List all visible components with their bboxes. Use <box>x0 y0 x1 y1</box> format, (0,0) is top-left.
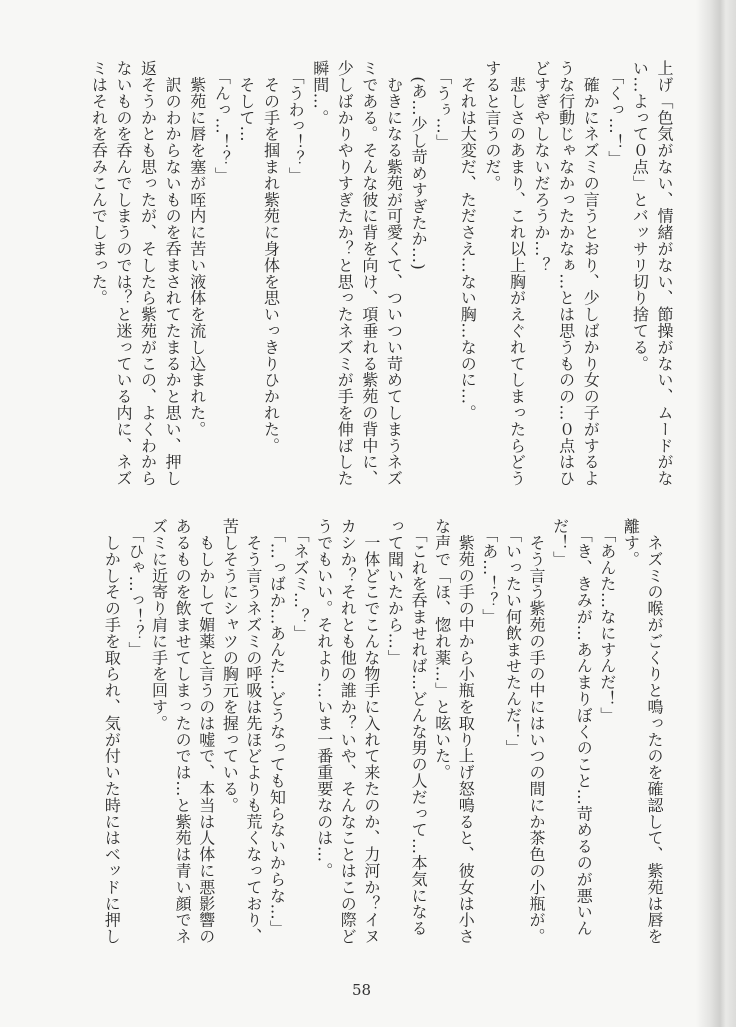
text-column: ミはそれを呑みこんでしまった。 <box>89 60 109 306</box>
text-column: ズミに近寄り肩に手を回す。 <box>149 518 169 732</box>
text-column: 「ひゃ…っ！？」 <box>125 518 145 658</box>
text-column: 少しばかりやりすぎたか？と思ったネズミが手を伸ばした <box>335 60 355 487</box>
text-column: もしかして媚薬と言うのは嘘で、本当は人体に悪影響の <box>196 518 216 945</box>
text-column: 確かにネズミの言うとおり、少しばかり女の子がするよ <box>581 60 601 487</box>
book-binding-shadow <box>696 0 736 1027</box>
text-column: ミである。そんな彼に背を向け、項垂れる紫苑の背中に、 <box>359 60 379 487</box>
text-column: カシか？それとも他の誰か？いや、そんなことはこの際ど <box>338 518 358 945</box>
text-column: 「これを呑ませれば…どんな男の人だって…本気になる <box>409 518 429 937</box>
text-column: そして… <box>236 60 256 142</box>
text-column: しかしその手を取られ、気が付いた時にはベッドに押し <box>102 518 122 945</box>
text-column: 「うわっ！？」 <box>286 60 306 184</box>
text-column: 「うぅ…」 <box>433 60 453 151</box>
text-column: 「あんた…なにすんだ！」 <box>597 518 617 724</box>
text-column: 紫苑に唇を塞が咥内に苦い液体を流し込まれた。 <box>187 60 207 438</box>
text-column: そう言う紫苑の手の中にはいつの間にか茶色の小瓶が。 <box>527 518 547 945</box>
text-column: すると言うのだ。 <box>482 60 502 192</box>
lower-text-block <box>100 518 666 963</box>
text-column: 瞬間…。 <box>310 60 330 126</box>
text-column: 「き、きみが…あんまりぼくのこと…苛めるのが悪いん <box>574 518 594 937</box>
text-column: どすぎやしないだろうか…？ <box>532 60 552 274</box>
text-column: 上げ「色気がない、情緒がない、節操がない、ムードがな <box>655 60 674 487</box>
text-column: い…よって０点」とバッサリ切り捨てる。 <box>630 60 650 372</box>
text-column: 「…っばか…あんた…どうなっても知らないからな…」 <box>267 518 287 937</box>
upper-text-block <box>86 60 676 500</box>
text-column: 「あ…！？」 <box>479 518 499 625</box>
text-column: だ！」 <box>550 518 570 568</box>
text-column: 「んっ…！？」 <box>212 60 232 184</box>
text-column: 「ネズミ…？」 <box>291 518 311 642</box>
text-column: 苦しそうにシャツの胸元を握っている。 <box>220 518 240 814</box>
page-number: 58 <box>352 981 372 999</box>
text-column: むきになる紫苑が可愛くて、ついつい苛めてしまうネズ <box>384 60 404 487</box>
text-column: な声で「ほ、惚れ薬…」と呟いた。 <box>432 518 452 781</box>
text-column: ネズミの喉がごくりと鳴ったのを確認して、紫苑は唇を <box>645 518 664 945</box>
text-column: って聞いたから…」 <box>385 518 405 666</box>
text-column: うでもいい。それより…いま一番重要なのは…。 <box>314 518 334 879</box>
text-column: 「いったい何飲ませたんだ！」 <box>503 518 523 756</box>
text-column: その手を掴まれ紫苑に身体を思いっきりひかれた。 <box>261 60 281 454</box>
text-column: 紫苑の手の中から小瓶を取り上げ怒鳴ると、彼女は小さ <box>456 518 476 945</box>
text-column: 訳のわからないものを呑まされてたまるかと思い、押し <box>163 60 183 487</box>
text-column: うな行動じゃなかったかなぁ…とは思うものの…０点はひ <box>556 60 576 487</box>
text-column: 悲しさのあまり、これ以上胸がえぐれてしまったらどう <box>507 60 527 487</box>
text-column: そう言うネズミの呼吸は先ほどよりも荒くなっており、 <box>243 518 263 945</box>
text-column: ないものを呑んでしまうのでは？と迷っている内に、ネズ <box>113 60 133 487</box>
text-column: 一体どこでこんな物手に入れて来たのか、力河か？イヌ <box>361 518 381 945</box>
text-column: 返そうかとも思ったが、そしたら紫苑がこの、よくわから <box>138 60 158 487</box>
text-column: それは大変だ、たださえ…ない胸…なのに…。 <box>458 60 478 421</box>
text-column: 「くっ…！」 <box>605 60 625 167</box>
text-column: 離す。 <box>621 518 641 568</box>
text-column: あるものを飲ませてしまったのでは…と紫苑は青い顔でネ <box>173 518 193 945</box>
text-column: (あ…少し苛めすぎたか…) <box>409 60 429 271</box>
